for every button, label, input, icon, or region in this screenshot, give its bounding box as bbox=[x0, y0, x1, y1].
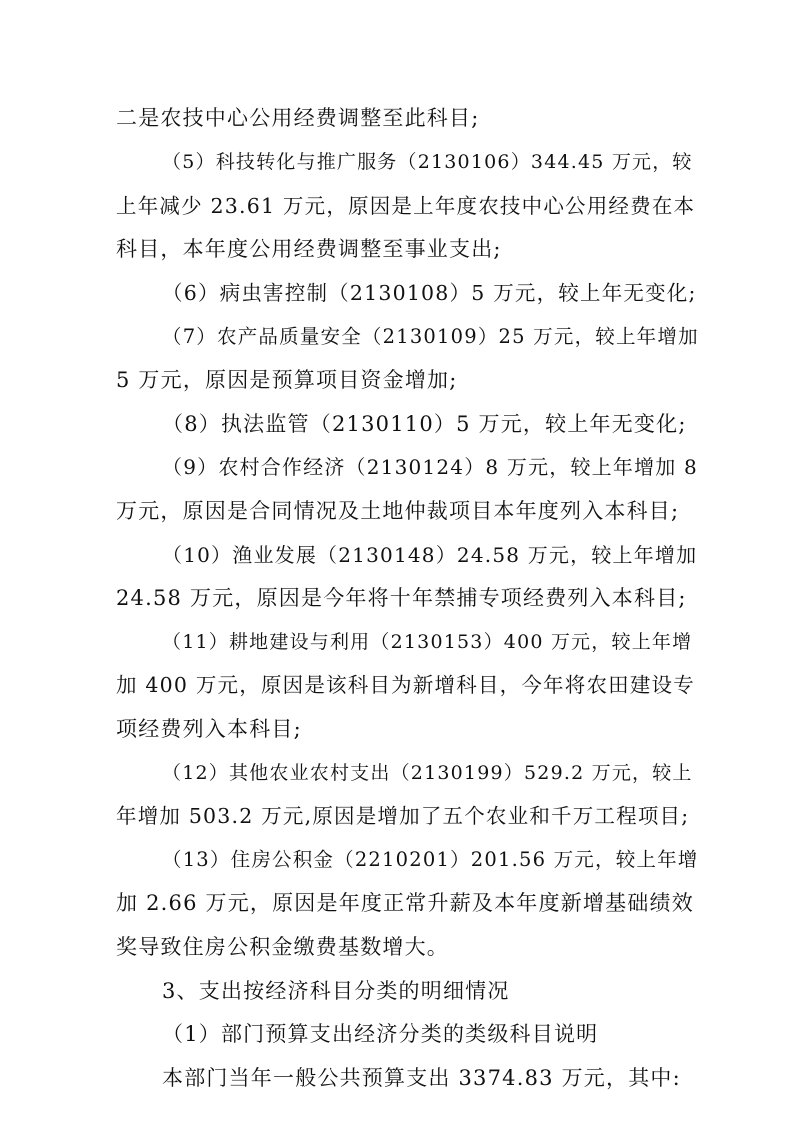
text-line: （11）耕地建设与利用（2130153）400 万元，较上年增 bbox=[162, 631, 693, 653]
text-line: （6）病虫害控制（2130108）5 万元，较上年无变化; bbox=[162, 281, 697, 305]
text-line: 本部门当年一般公共预算支出 3374.83 万元，其中: bbox=[162, 1066, 681, 1090]
text-line: （8）执法监管（2130110）5 万元，较上年无变化; bbox=[162, 412, 687, 436]
text-line: （10）渔业发展（2130148）24.58 万元，较上年增加 bbox=[162, 543, 698, 567]
text-line: （9）农村合作经济（2130124）8 万元，较上年增加 8 bbox=[162, 455, 698, 479]
text-line: 5 万元，原因是预算项目资金增加; bbox=[116, 368, 458, 392]
text-line: 科目，本年度公用经费调整至事业支出; bbox=[116, 237, 502, 261]
text-line: 加 400 万元，原因是该科目为新增科目，今年将农田建设专 bbox=[116, 673, 695, 697]
text-line: 24.58 万元，原因是今年将十年禁捕专项经费列入本科目; bbox=[116, 586, 687, 610]
text-line: 上年减少 23.61 万元，原因是上年度农技中心公用经费在本 bbox=[116, 194, 696, 218]
subsection-heading: （1）部门预算支出经济分类的类级科目说明 bbox=[162, 1022, 599, 1046]
text-line: （13）住房公积金（2210201）201.56 万元，较上年增 bbox=[162, 848, 699, 871]
text-line: （12）其他农业农村支出（2130199）529.2 万元，较上 bbox=[162, 762, 693, 784]
text-line: 加 2.66 万元，原因是年度正常升薪及本年度新增基础绩效 bbox=[116, 891, 694, 915]
text-line: （7）农产品质量安全（2130109）25 万元，较上年增加 bbox=[162, 325, 699, 348]
text-line: 项经费列入本科目; bbox=[116, 717, 302, 741]
text-line: 奖导致住房公积金缴费基数增大。 bbox=[116, 935, 449, 959]
text-line: 万元，原因是合同情况及土地仲裁项目本年度列入本科目; bbox=[116, 499, 680, 523]
text-line: 年增加 503.2 万元,原因是增加了五个农业和千万工程项目; bbox=[116, 804, 690, 828]
section-heading: 3、支出按经济科目分类的明细情况 bbox=[162, 979, 510, 1003]
text-line: （5）科技转化与推广服务（2130106）344.45 万元，较 bbox=[162, 151, 693, 173]
text-line: 二是农技中心公用经费调整至此科目; bbox=[116, 106, 480, 130]
